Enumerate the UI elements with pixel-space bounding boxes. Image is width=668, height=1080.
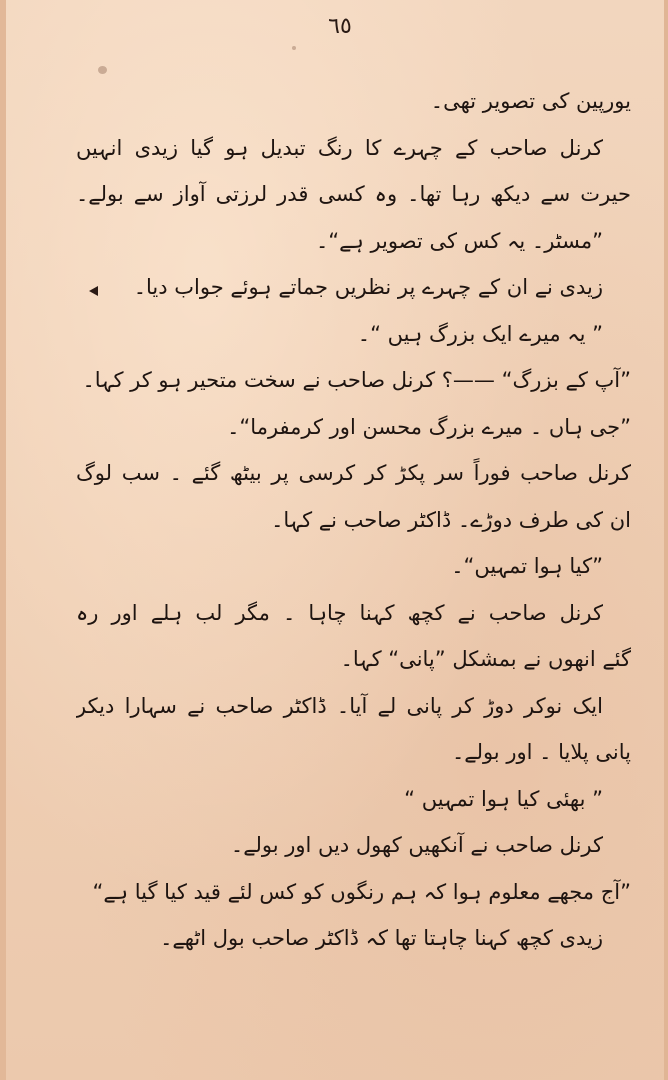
- text-line: ”آج مجھے معلوم ہوا کہ ہم رنگوں کو کس لئے قید کیا گیا ہے“: [92, 879, 631, 904]
- ink-stain: [292, 46, 296, 50]
- text-line: گئے انھوں نے بمشکل ”پانی“ کہا۔: [340, 647, 631, 671]
- text-line: یورپین کی تصویر تھی۔: [430, 89, 631, 113]
- text-line: ایک نوکر دوڑ کر پانی لے آیا۔ ڈاکٹر صاحب نے سہارا دیکر: [76, 693, 603, 718]
- ink-stain: [98, 66, 107, 74]
- text-line: حیرت سے دیکھ رہا تھا۔ وہ کسی قدر لرزتی آواز سے بولے۔: [76, 182, 631, 206]
- text-line: ”مسٹر۔ یہ کس کی تصویر ہے“۔: [315, 228, 603, 253]
- text-line: ”جی ہاں ۔ میرے بزرگ محسن اور کرمفرما“۔: [227, 414, 631, 439]
- text-line: ”آپ کے بزرگ“ ——؟ کرنل صاحب نے سخت متحیر ہو کر کہا۔: [82, 368, 631, 392]
- text-line: ”کیا ہوا تمہیں“۔: [451, 554, 603, 578]
- text-line: کرنل صاحب نے آنکھیں کھول دیں اور بولے۔: [230, 833, 603, 857]
- body-text: [76, 78, 631, 962]
- text-line: زیدی کچھ کہنا چاہتا تھا کہ ڈاکٹر صاحب بول اٹھے۔: [160, 926, 603, 950]
- text-line: زیدی نے ان کے چہرے پر نظریں جماتے ہوئے جواب دیا۔: [133, 275, 603, 299]
- text-line: کرنل صاحب فوراً سر پکڑ کر کرسی پر بیٹھ گئے ۔ سب لوگ: [76, 461, 631, 485]
- text-line: پانی پلایا ۔ اور بولے۔: [451, 740, 631, 764]
- page-number: ٦٥: [328, 14, 352, 39]
- text-line: ان کی طرف دوڑے۔ ڈاکٹر صاحب نے کہا۔: [271, 507, 631, 532]
- text-line: کرنل صاحب نے کچھ کہنا چاہا ۔ مگر لب ہلے اور رہ: [76, 600, 603, 625]
- text-line: ” یہ میرے ایک بزرگ ہیں “۔: [357, 321, 603, 346]
- text-line: کرنل صاحب کے چہرے کا رنگ تبدیل ہو گیا زیدی انہیں: [76, 135, 603, 160]
- text-line: ” بھئی کیا ہوا تمہیں “: [404, 786, 603, 811]
